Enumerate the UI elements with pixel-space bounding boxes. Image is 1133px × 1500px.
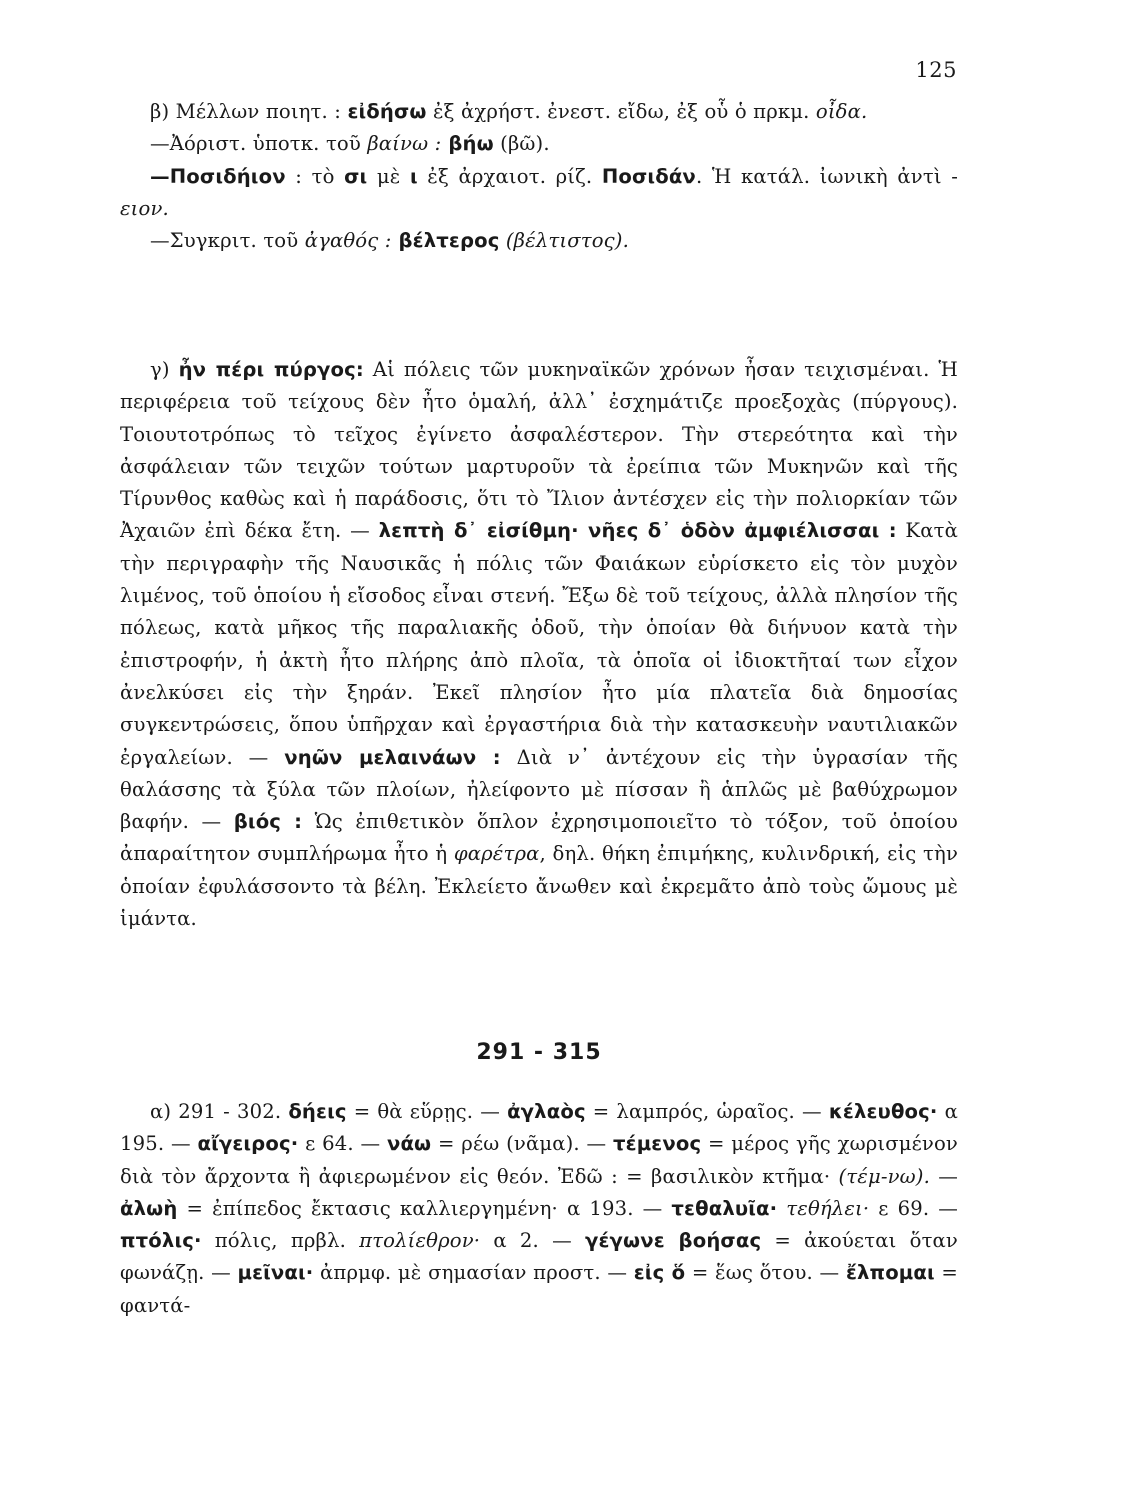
page-number: 125 [915, 58, 957, 82]
paragraph-aorist: —Ἀόριστ. ὑποτκ. τοῦ βαίνω : βήω (βῶ). [150, 132, 550, 156]
section-beta [120, 96, 958, 257]
paragraph-comparative: —Συγκριτ. τοῦ ἀγαθός : βέλτερος (βέλτιστος). [150, 229, 629, 253]
section-alpha [120, 1096, 958, 1322]
paragraph-towers: γ) ἦν πέρι πύργος: Αἱ πόλεις τῶν μυκηναϊκῶν χρόνων ἦσαν τειχισμέναι. Ἡ περιφέρεια τοῦ τείχους δὲν ἦτο ὁμαλή, ἀλλ᾽ ἐσχημάτιζε προεξοχὰς (πύργους). Τοιουτοτρόπως τὸ τεῖχος ἐγίνετο ἀσφαλέστερον. Τὴν στερεότητα καὶ τὴν ἀσφάλειαν τῶν τειχῶν τούτων μαρτυροῦν τὰ ἐρείπια τῶν Μυκηνῶν καὶ τῆς Τίρυνθος καθὼς καὶ ἡ παράδοσις, ὅτι τὸ Ἴλιον ἀντέσχεν εἰς τὴν πολιορκίαν τῶν Ἀχαιῶν ἐπὶ δέκα ἔτη. — λεπτὴ δ᾽ εἰσίθμη· νῆες δ᾽ ὁδὸν ἀμφιέλισσαι : Κατὰ τὴν περιγραφὴν τῆς Ναυσικᾶς ἡ πόλις τῶν Φαιάκων εὑρίσκετο εἰς τὸν μυχὸν λιμένος, τοῦ ὁποίου ἡ εἴσοδος εἶναι στενή. Ἔξω δὲ τοῦ τείχους, ἀλλὰ πλησίον τῆς πόλεως, κατὰ μῆκος τῆς παραλιακῆς ὁδοῦ, τὴν ὁποίαν θὰ διήνυον κατὰ τὴν ἐπιστροφήν, ἡ ἀκτὴ ἦτο πλήρης ἀπὸ πλοῖα, τὰ ὁποῖα οἱ ἰδιοκτῆταί των εἶχον ἀνελκύσει εἰς τὴν ξηράν. Ἐκεῖ πλησίον ἦτο μία πλατεῖα διὰ δημοσίας συγκεντρώσεις, ὅπου ὑπῆρχαν καὶ ἐργαστήρια διὰ τὴν κατασκευὴν ναυτιλιακῶν ἐργαλείων. — νηῶν μελαινάων : Διὰ ν᾽ ἀντέχουν εἰς τὴν ὑγρασίαν τῆς θαλάσσης τὰ ξύλα τῶν πλοίων, ἠλείφοντο μὲ πίσσαν ἢ ἁπλῶς μὲ βαθύχρωμον βαφήν. — βιός : Ὡς ἐπιθετικὸν ὅπλον ἐχρησιμοποιεῖτο τὸ τόξον, τοῦ ὁποίου ἀπαραίτητον συμπλήρωμα ἦτο ἡ φαρέτρα, δηλ. θήκη ἐπιμήκης, κυλινδρική, εἰς τὴν ὁποίαν ἐφυλάσσοντο τὰ βέλη. Ἐκλείετο ἄνωθεν καὶ ἐκρεμᾶτο ἀπὸ τοὺς ὤμους μὲ ἱμάντα. [120, 358, 959, 931]
paragraph-future-tense: β) Μέλλων ποιητ. : εἰδήσω ἐξ ἀχρήστ. ἐνεστ. εἴδω, ἐξ οὗ ὁ πρκμ. οἶδα. [150, 100, 868, 123]
paragraph-glossary: α) 291 - 302. δήεις = θὰ εὕρῃς. — ἀγλαὸς = λαμπρός, ὡραῖος. — κέλευθος· α 195. — αἴγειρος· ε 64. — νάω = ρέω (νᾶμα). — τέμενος = μέρος γῆς χωρισμένον διὰ τὸν ἄρχοντα ἢ ἀφιερωμένον εἰς θεόν. Ἐδῶ : = βασιλικὸν κτῆμα· (τέμ-νω). — ἀλωὴ = ἐπίπεδος ἔκτασις καλλιεργημένη· α 193. — τεθαλυῖα· τεθήλει· ε 69. — πτόλις· πόλις, πρβλ. πτολίεθρον· α 2. — γέγωνε βοήσας = ἀκούεται ὅταν φωνάζῃ. — μεῖναι· ἀπρμφ. μὲ σημασίαν προστ. — εἰς ὅ = ἕως ὅτου. — ἔλπομαι = φαντά- [120, 1100, 959, 1317]
verse-range-heading: 291 - 315 [476, 1040, 602, 1065]
section-gamma [120, 354, 958, 935]
paragraph-posideion: —Ποσιδήιον : τὸ σι μὲ ι ἐξ ἀρχαιοτ. ρίζ. Ποσιδάν. Ἡ κατάλ. ἰωνικὴ ἀντὶ - ειον. [120, 164, 958, 220]
